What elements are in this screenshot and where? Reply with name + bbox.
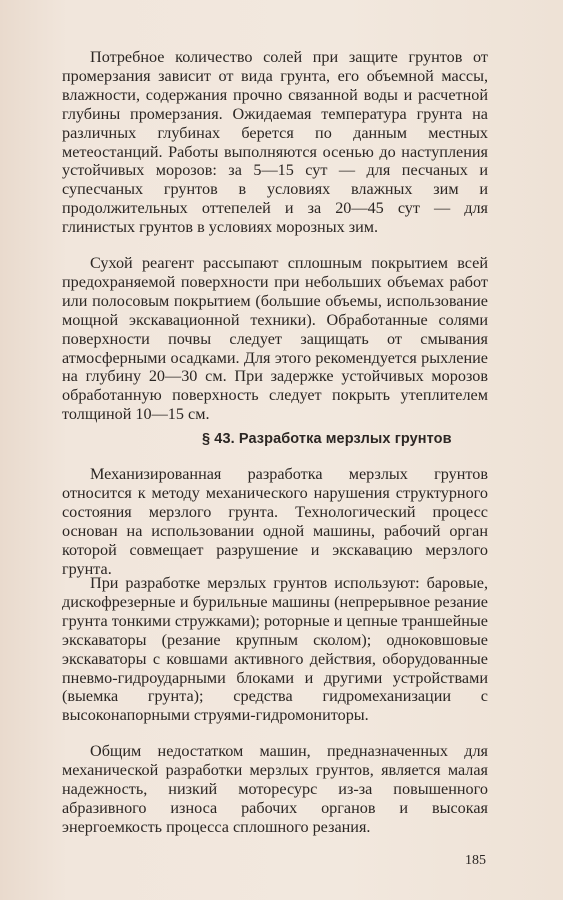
paragraph: Потребное количество солей при защите грунтов от промерзания зависит от вида грунта, его объемной массы, влажности, содержания прочно связанной воды и расчетной глубины промерзания. Ожидаемая температура грунта на различных глубинах берется по данным местных метеостанций. Работы выполняются осенью до наступления устойчивых морозов: за 5—15 сут — для песчаных и супесчаных грунтов в условиях влажных зим и продолжительных оттепелей и за 20—45 сут — для глинистых грунтов в условиях морозных зим. — [62, 48, 488, 237]
paragraph: Механизированная разработка мерзлых грунтов относится к методу механического нарушения структурного состояния мерзлого грунта. Технологический процесс основан на использовании одной машины, рабочий орган которой совмещает разрушение и экскавацию мерзлого грунта. — [62, 465, 488, 578]
paragraph: Общим недостатком машин, предназначенных для механической разработки мерзлых грунтов, является малая надежность, низкий моторесурс из-за повышенного абразивного износа рабочих органов и высокая энергоемкость процесса сплошного резания. — [62, 742, 488, 836]
page-number: 185 — [465, 853, 486, 868]
paragraph: При разработке мерзлых грунтов используют: баровые, дискофрезерные и бурильные машины (непрерывное резание грунта тонкими стружками); роторные и цепные траншейные экскаваторы (резание крупным сколом); одноковшовые экскаваторы с ковшами активного действия, оборудованные пневмо-гидроударными блоками и другими устройствами (выемка грунта); средства гидромеханизации с высоконапорными струями-гидромониторы. — [62, 574, 488, 725]
section-heading: § 43. Разработка мерзлых грунтов — [202, 431, 452, 447]
paragraph: Сухой реагент рассыпают сплошным покрытием всей предохраняемой поверхности при небольших объемах работ или полосовым покрытием (большие объемы, использование мощной экскавационной техники). Обработанные солями поверхности почвы следует защищать от смывания атмосферными осадками. Для этого рекомендуется рыхление на глубину 20—30 см. При задержке устойчивых морозов обработанную поверхность следует покрыть утеплителем толщиной 10—15 см. — [62, 254, 488, 424]
text-block-top — [62, 48, 488, 424]
text-block-bottom — [62, 465, 488, 837]
